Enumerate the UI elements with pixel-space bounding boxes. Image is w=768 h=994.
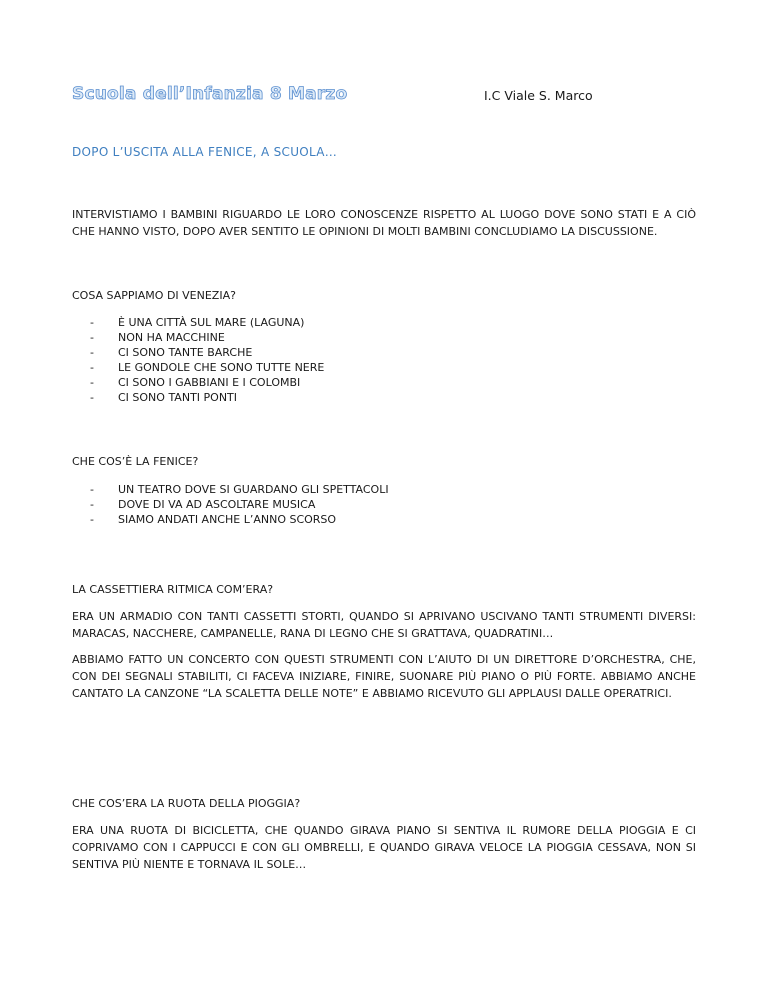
list-item: - SIAMO ANDATI ANCHE L’ANNO SCORSO <box>72 512 389 527</box>
fenice-list <box>72 482 389 527</box>
list-item: - CI SONO TANTE BARCHE <box>72 345 324 360</box>
venezia-list <box>72 315 324 405</box>
section-heading: DOPO L’USCITA ALLA FENICE, A SCUOLA… <box>72 145 338 159</box>
list-item: - NON HA MACCHINE <box>72 330 324 345</box>
cassettiera-paragraph-2: ABBIAMO FATTO UN CONCERTO CON QUESTI STRUMENTI CON L’AIUTO DI UN DIRETTORE D’ORCHESTRA, CHE, CON DEI SEGNALI STABILITI, CI FACEVA INIZIARE, FINIRE, SUONARE PIÙ PIANO O PIÙ FORTE. ABBIAMO ANCHE CANTATO LA CANZONE “LA SCALETTA DELLE NOTE” E ABBIAMO RICEVUTO GLI APPLAUSI DALLE OPERATRICI. <box>72 653 696 700</box>
list-item: - È UNA CITTÀ SUL MARE (LAGUNA) <box>72 315 324 330</box>
list-item: - CI SONO TANTI PONTI <box>72 390 324 405</box>
page-title: Scuola dell’Infanzia 8 Marzo <box>72 84 348 104</box>
school-name: I.C Viale S. Marco <box>484 88 593 103</box>
list-item: - CI SONO I GABBIANI E I COLOMBI <box>72 375 324 390</box>
list-item: - DOVE DI VA AD ASCOLTARE MUSICA <box>72 497 389 512</box>
question-ruota: CHE COS’ERA LA RUOTA DELLA PIOGGIA? <box>72 797 301 810</box>
ruota-paragraph: ERA UNA RUOTA DI BICICLETTA, CHE QUANDO GIRAVA PIANO SI SENTIVA IL RUMORE DELLA PIOGGIA E CI COPRIVAMO CON I CAPPUCCI E CON GLI OMBRELLI, E QUANDO GIRAVA VELOCE LA PIOGGIA CESSAVA, NON SI SENTIVA PIÙ NIENTE E TORNAVA IL SOLE… <box>72 824 696 871</box>
cassettiera-paragraph-1: ERA UN ARMADIO CON TANTI CASSETTI STORTI, QUANDO SI APRIVANO USCIVANO TANTI STRUMENTI DIVERSI: MARACAS, NACCHERE, CAMPANELLE, RANA DI LEGNO CHE SI GRATTAVA, QUADRATINI… <box>72 610 696 640</box>
intro-paragraph: INTERVISTIAMO I BAMBINI RIGUARDO LE LORO CONOSCENZE RISPETTO AL LUOGO DOVE SONO STATI E A CIÒ CHE HANNO VISTO, DOPO AVER SENTITO LE OPINIONI DI MOLTI BAMBINI CONCLUDIAMO LA DISCUSSIONE. <box>72 208 696 238</box>
list-item: - UN TEATRO DOVE SI GUARDANO GLI SPETTACOLI <box>72 482 389 497</box>
question-cassettiera: LA CASSETTIERA RITMICA COM’ERA? <box>72 583 274 596</box>
list-item: - LE GONDOLE CHE SONO TUTTE NERE <box>72 360 324 375</box>
question-fenice: CHE COS’È LA FENICE? <box>72 455 199 468</box>
question-venezia: COSA SAPPIAMO DI VENEZIA? <box>72 289 236 302</box>
